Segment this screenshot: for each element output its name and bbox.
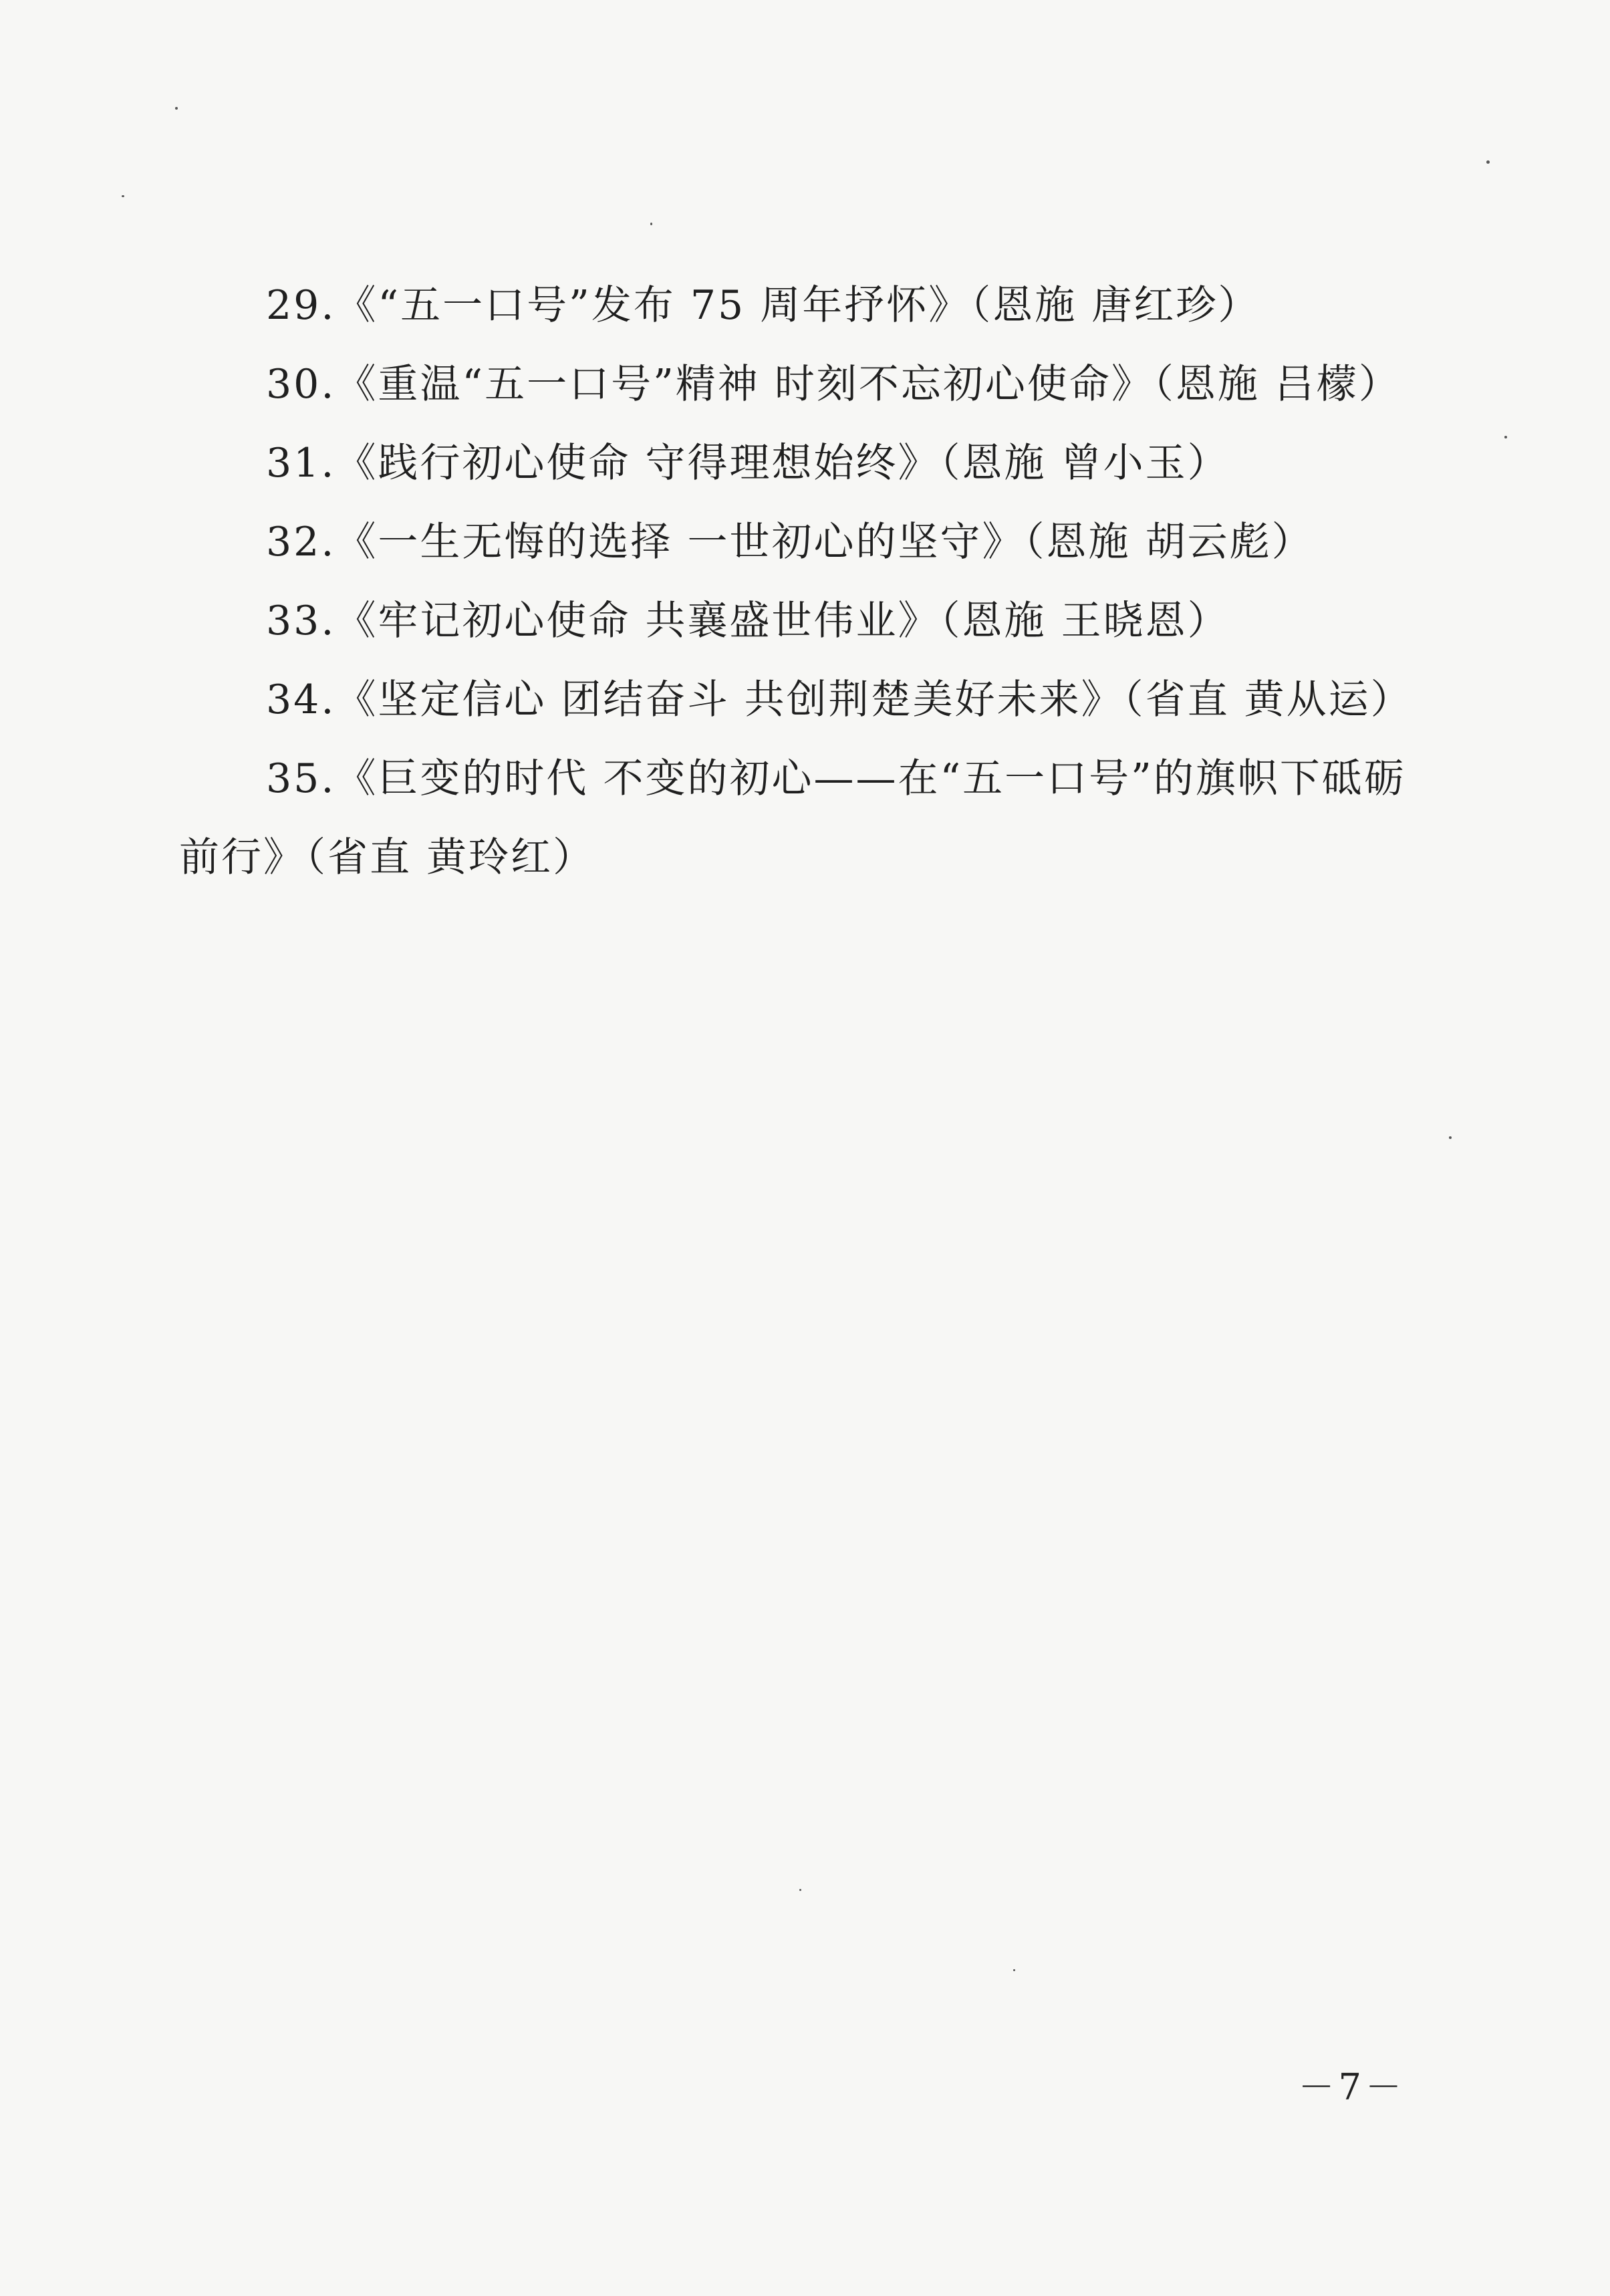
list-item: 32.《一生无悔的选择 一世初心的坚守》（恩施 胡云彪） <box>266 519 1314 565</box>
list-item: 33.《牢记初心使命 共襄盛世伟业》（恩施 王晓恩） <box>266 598 1230 644</box>
scan-speck <box>175 107 178 110</box>
scan-speck <box>1449 1136 1452 1139</box>
scan-speck <box>1013 1969 1015 1971</box>
scan-speck <box>650 223 652 225</box>
entry-list <box>179 266 1413 897</box>
list-item: 29.《“五一口号”发布 75 周年抒怀》（恩施 唐红珍） <box>266 282 1260 329</box>
scan-speck <box>1486 160 1490 164</box>
list-item: 35.《巨变的时代 不变的初心——在“五一口号”的旗帜下砥砺前行》（省直 黄玲红） <box>179 755 1406 881</box>
list-item: 30.《重温“五一口号”精神 时刻不忘初心使命》（恩施 吕檬） <box>266 361 1401 408</box>
scan-speck <box>1504 436 1507 438</box>
list-item: 34.《坚定信心 团结奋斗 共创荆楚美好未来》（省直 黄从运） <box>266 676 1413 723</box>
scan-speck <box>799 1889 801 1891</box>
scan-speck <box>122 195 124 197</box>
page-number: －7－ <box>1298 2066 1405 2108</box>
list-item: 31.《践行初心使命 守得理想始终》（恩施 曾小玉） <box>266 440 1230 487</box>
